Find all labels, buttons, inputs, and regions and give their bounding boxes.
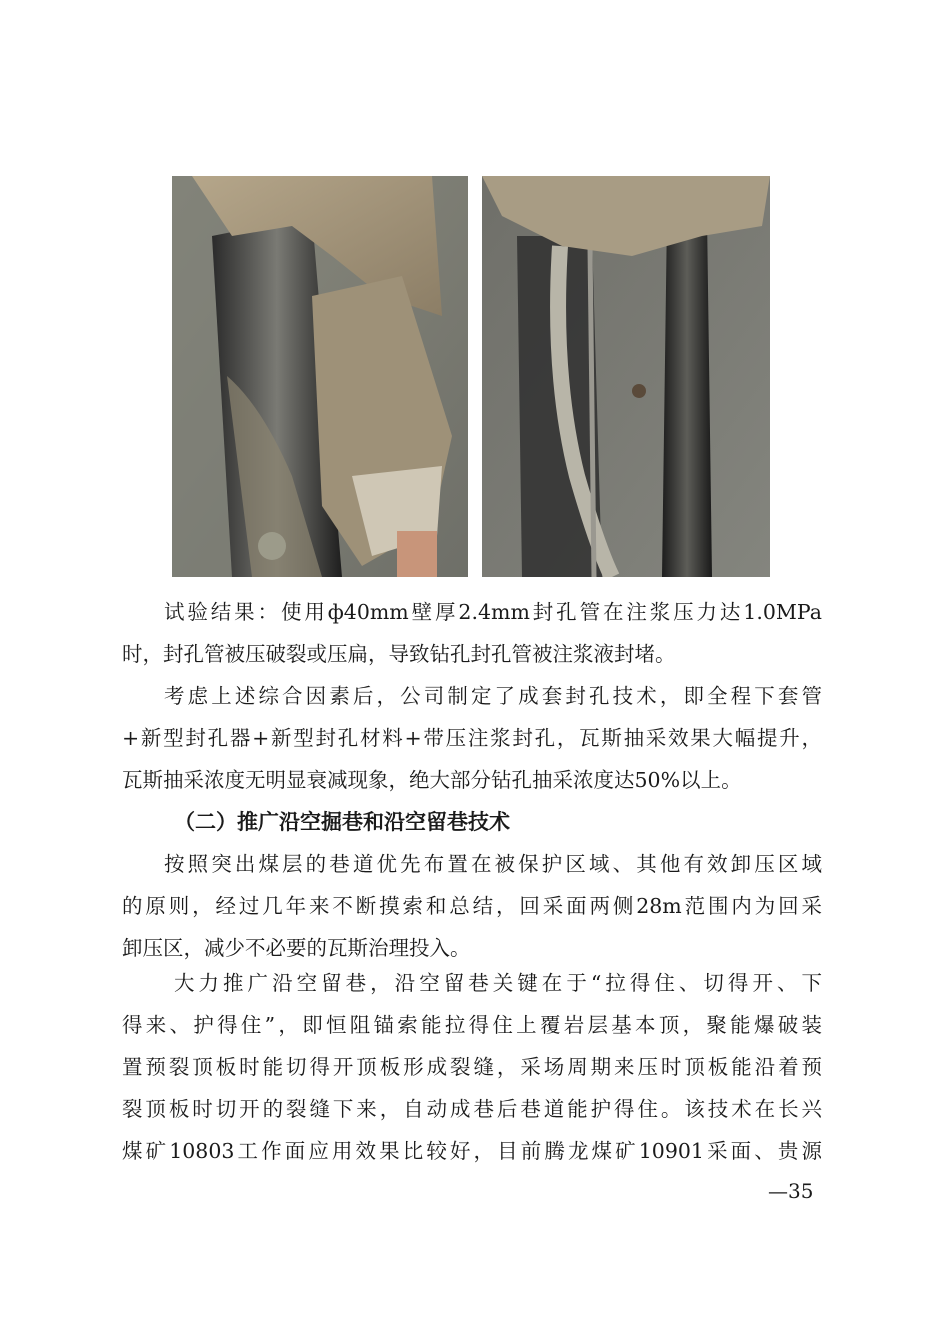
text-line: 时，封孔管被压破裂或压扁，导致钻孔封孔管被注浆液封堵。 (122, 642, 676, 666)
text-line: 得来、护得住”，即恒阻锚索能拉得住上覆岩层基本顶，聚能爆破装 (122, 1013, 822, 1037)
paragraph-gob-side (122, 962, 822, 1172)
text-line: 煤矿10803工作面应用效果比较好，目前腾龙煤矿10901采面、贵源 (122, 1139, 822, 1163)
photo-right-flattened-sealing-pipe (482, 176, 770, 577)
text-line: +新型封孔器+新型封孔材料+带压注浆封孔，瓦斯抽采效果大幅提升， (122, 726, 822, 750)
text-line: 置预裂顶板时能切得开顶板形成裂缝，采场周期来压时顶板能沿着预 (122, 1055, 822, 1079)
text-line: 卸压区，减少不必要的瓦斯治理投入。 (122, 936, 471, 960)
paragraph-principle (122, 843, 822, 969)
section-heading: （二）推广沿空掘巷和沿空留巷技术 (174, 810, 510, 834)
text-line: 考虑上述综合因素后，公司制定了成套封孔技术，即全程下套管 (164, 684, 822, 708)
text-line: 裂顶板时切开的裂缝下来，自动成巷后巷道能护得住。该技术在长兴 (122, 1097, 822, 1121)
page-number: —35 (768, 1179, 814, 1203)
text-line: 大力推广沿空留巷，沿空留巷关键在于“拉得住、切得开、下 (174, 971, 822, 995)
paragraph-conclusion (122, 675, 822, 801)
photo-left-crushed-sealing-pipe (172, 176, 468, 577)
paragraph-test-result (122, 591, 822, 675)
photo-row (172, 176, 770, 577)
text-line: 瓦斯抽采浓度无明显衰减现象，绝大部分钻孔抽采浓度达50%以上。 (122, 768, 742, 792)
text-line: 按照突出煤层的巷道优先布置在被保护区域、其他有效卸压区域 (164, 852, 822, 876)
text-line: 试验结果：使用ф40mm壁厚2.4mm封孔管在注浆压力达1.0MPa (164, 600, 822, 624)
text-line: 的原则，经过几年来不断摸索和总结，回采面两侧28m范围内为回采 (122, 894, 822, 918)
